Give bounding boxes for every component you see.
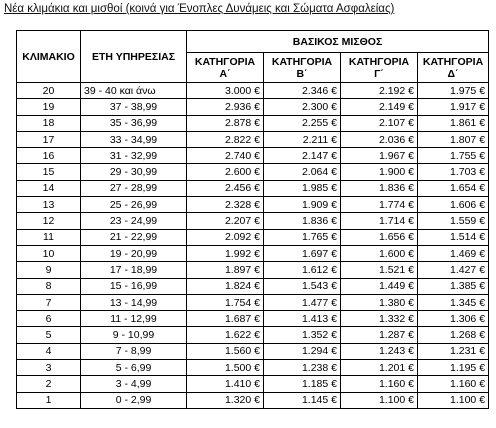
cell-eti: 0 - 2,99 (81, 392, 187, 408)
cell-eti: 29 - 30,99 (81, 164, 187, 180)
cell-category-a: 2.600 € (187, 164, 264, 180)
cell-klimakio: 4 (17, 343, 81, 359)
cell-category-b: 1.477 € (264, 294, 341, 310)
table-row (17, 376, 489, 392)
table-row (17, 360, 489, 376)
header-category-d: ΚΑΤΗΓΟΡΙΑ Δ΄ (418, 53, 489, 83)
cell-category-c: 1.100 € (341, 392, 418, 408)
cell-category-b: 1.294 € (264, 343, 341, 359)
cell-eti: 25 - 26,99 (81, 197, 187, 213)
cell-category-c: 1.449 € (341, 278, 418, 294)
header-category-c: ΚΑΤΗΓΟΡΙΑ Γ΄ (341, 53, 418, 83)
cell-category-d: 1.755 € (418, 148, 489, 164)
cell-eti: 15 - 16,99 (81, 278, 187, 294)
cell-eti: 7 - 8,99 (81, 343, 187, 359)
cell-category-d: 1.268 € (418, 327, 489, 343)
header-category-a: ΚΑΤΗΓΟΡΙΑ Α΄ (187, 53, 264, 83)
cell-eti: 5 - 6,99 (81, 360, 187, 376)
cell-category-b: 1.836 € (264, 213, 341, 229)
cell-category-d: 1.160 € (418, 376, 489, 392)
table-row (17, 245, 489, 261)
cell-category-d: 1.345 € (418, 294, 489, 310)
table-row (17, 343, 489, 359)
cell-category-c: 1.160 € (341, 376, 418, 392)
cell-category-c: 1.774 € (341, 197, 418, 213)
cell-category-c: 1.967 € (341, 148, 418, 164)
table-row (17, 392, 489, 408)
cell-category-a: 1.622 € (187, 327, 264, 343)
cell-category-a: 2.822 € (187, 131, 264, 147)
cell-category-c: 2.036 € (341, 131, 418, 147)
cell-eti: 37 - 38,99 (81, 99, 187, 115)
table-row (17, 213, 489, 229)
cell-eti: 17 - 18,99 (81, 262, 187, 278)
cell-category-b: 2.346 € (264, 83, 341, 99)
header-klimakio: ΚΛΙΜΑΚΙΟ (17, 31, 81, 83)
table-row (17, 311, 489, 327)
cell-klimakio: 15 (17, 164, 81, 180)
cell-category-d: 1.861 € (418, 115, 489, 131)
cell-klimakio: 17 (17, 131, 81, 147)
cell-category-c: 1.201 € (341, 360, 418, 376)
cell-klimakio: 9 (17, 262, 81, 278)
cell-category-c: 1.521 € (341, 262, 418, 278)
cell-category-c: 2.149 € (341, 99, 418, 115)
cell-category-a: 1.992 € (187, 245, 264, 261)
cell-eti: 11 - 12,99 (81, 311, 187, 327)
cell-category-b: 1.985 € (264, 180, 341, 196)
cell-eti: 31 - 32,99 (81, 148, 187, 164)
header-category-b: ΚΑΤΗΓΟΡΙΑ Β΄ (264, 53, 341, 83)
cell-klimakio: 7 (17, 294, 81, 310)
table-row (17, 164, 489, 180)
cell-category-d: 1.306 € (418, 311, 489, 327)
cell-category-d: 1.427 € (418, 262, 489, 278)
cell-category-c: 2.107 € (341, 115, 418, 131)
cell-category-d: 1.559 € (418, 213, 489, 229)
table-row (17, 197, 489, 213)
cell-eti: 21 - 22,99 (81, 229, 187, 245)
cell-category-c: 2.192 € (341, 83, 418, 99)
table-row (17, 99, 489, 115)
cell-category-a: 1.687 € (187, 311, 264, 327)
cell-category-b: 1.238 € (264, 360, 341, 376)
cell-category-b: 1.909 € (264, 197, 341, 213)
cell-eti: 23 - 24,99 (81, 213, 187, 229)
salary-table (16, 30, 489, 409)
cell-category-b: 1.413 € (264, 311, 341, 327)
table-row (17, 180, 489, 196)
cell-category-b: 2.255 € (264, 115, 341, 131)
cell-klimakio: 5 (17, 327, 81, 343)
cell-category-a: 3.000 € (187, 83, 264, 99)
cell-eti: 13 - 14,99 (81, 294, 187, 310)
cell-category-d: 1.514 € (418, 229, 489, 245)
cell-category-c: 1.900 € (341, 164, 418, 180)
cell-category-a: 1.754 € (187, 294, 264, 310)
table-row (17, 131, 489, 147)
cell-eti: 19 - 20,99 (81, 245, 187, 261)
cell-category-b: 2.147 € (264, 148, 341, 164)
cell-klimakio: 16 (17, 148, 81, 164)
cell-category-a: 2.092 € (187, 229, 264, 245)
cell-category-a: 2.936 € (187, 99, 264, 115)
cell-category-a: 1.320 € (187, 392, 264, 408)
cell-category-d: 1.385 € (418, 278, 489, 294)
cell-klimakio: 14 (17, 180, 81, 196)
cell-klimakio: 3 (17, 360, 81, 376)
table-row (17, 327, 489, 343)
cell-category-b: 2.064 € (264, 164, 341, 180)
cell-category-c: 1.380 € (341, 294, 418, 310)
cell-category-d: 1.703 € (418, 164, 489, 180)
cell-category-b: 1.765 € (264, 229, 341, 245)
cell-category-b: 2.300 € (264, 99, 341, 115)
cell-eti: 3 - 4,99 (81, 376, 187, 392)
cell-category-a: 2.740 € (187, 148, 264, 164)
cell-category-b: 2.211 € (264, 131, 341, 147)
cell-category-d: 1.606 € (418, 197, 489, 213)
cell-category-a: 1.824 € (187, 278, 264, 294)
cell-category-a: 2.456 € (187, 180, 264, 196)
cell-eti: 33 - 34,99 (81, 131, 187, 147)
salary-table-header (17, 31, 489, 83)
cell-klimakio: 20 (17, 83, 81, 99)
cell-category-d: 1.807 € (418, 131, 489, 147)
cell-category-b: 1.352 € (264, 327, 341, 343)
header-vasikos-misthos: ΒΑΣΙΚΟΣ ΜΙΣΘΟΣ (187, 31, 489, 53)
cell-klimakio: 11 (17, 229, 81, 245)
cell-category-d: 1.654 € (418, 180, 489, 196)
cell-category-c: 1.656 € (341, 229, 418, 245)
header-eti-ypiresias: ΕΤΗ ΥΠΗΡΕΣΙΑΣ (81, 31, 187, 83)
table-row (17, 148, 489, 164)
cell-category-d: 1.231 € (418, 343, 489, 359)
cell-category-d: 1.975 € (418, 83, 489, 99)
cell-category-d: 1.195 € (418, 360, 489, 376)
cell-category-a: 1.897 € (187, 262, 264, 278)
cell-category-c: 1.836 € (341, 180, 418, 196)
cell-klimakio: 12 (17, 213, 81, 229)
cell-klimakio: 10 (17, 245, 81, 261)
cell-klimakio: 8 (17, 278, 81, 294)
table-row (17, 83, 489, 99)
cell-category-a: 2.878 € (187, 115, 264, 131)
cell-klimakio: 1 (17, 392, 81, 408)
cell-category-c: 1.600 € (341, 245, 418, 261)
cell-category-c: 1.243 € (341, 343, 418, 359)
table-row (17, 262, 489, 278)
cell-category-a: 2.207 € (187, 213, 264, 229)
cell-category-a: 1.410 € (187, 376, 264, 392)
cell-eti: 35 - 36,99 (81, 115, 187, 131)
cell-category-a: 1.500 € (187, 360, 264, 376)
cell-category-d: 1.917 € (418, 99, 489, 115)
table-row (17, 229, 489, 245)
cell-category-c: 1.714 € (341, 213, 418, 229)
cell-category-b: 1.697 € (264, 245, 341, 261)
table-row (17, 278, 489, 294)
table-caption: Νέα κλιμάκια και μισθοί (κοινά για Ένοπλες Δυνάμεις και Σώματα Ασφαλείας) (4, 3, 395, 15)
table-row (17, 294, 489, 310)
cell-category-b: 1.185 € (264, 376, 341, 392)
cell-klimakio: 18 (17, 115, 81, 131)
cell-category-b: 1.543 € (264, 278, 341, 294)
cell-klimakio: 19 (17, 99, 81, 115)
cell-category-a: 2.328 € (187, 197, 264, 213)
cell-klimakio: 2 (17, 376, 81, 392)
salary-table-body (17, 83, 489, 409)
cell-category-b: 1.612 € (264, 262, 341, 278)
cell-eti: 27 - 28,99 (81, 180, 187, 196)
cell-category-d: 1.469 € (418, 245, 489, 261)
cell-klimakio: 13 (17, 197, 81, 213)
cell-klimakio: 6 (17, 311, 81, 327)
cell-category-b: 1.145 € (264, 392, 341, 408)
cell-category-c: 1.287 € (341, 327, 418, 343)
cell-eti: 9 - 10,99 (81, 327, 187, 343)
cell-category-c: 1.332 € (341, 311, 418, 327)
table-row (17, 115, 489, 131)
cell-category-a: 1.560 € (187, 343, 264, 359)
cell-eti: 39 - 40 και άνω (81, 83, 187, 99)
cell-category-d: 1.100 € (418, 392, 489, 408)
